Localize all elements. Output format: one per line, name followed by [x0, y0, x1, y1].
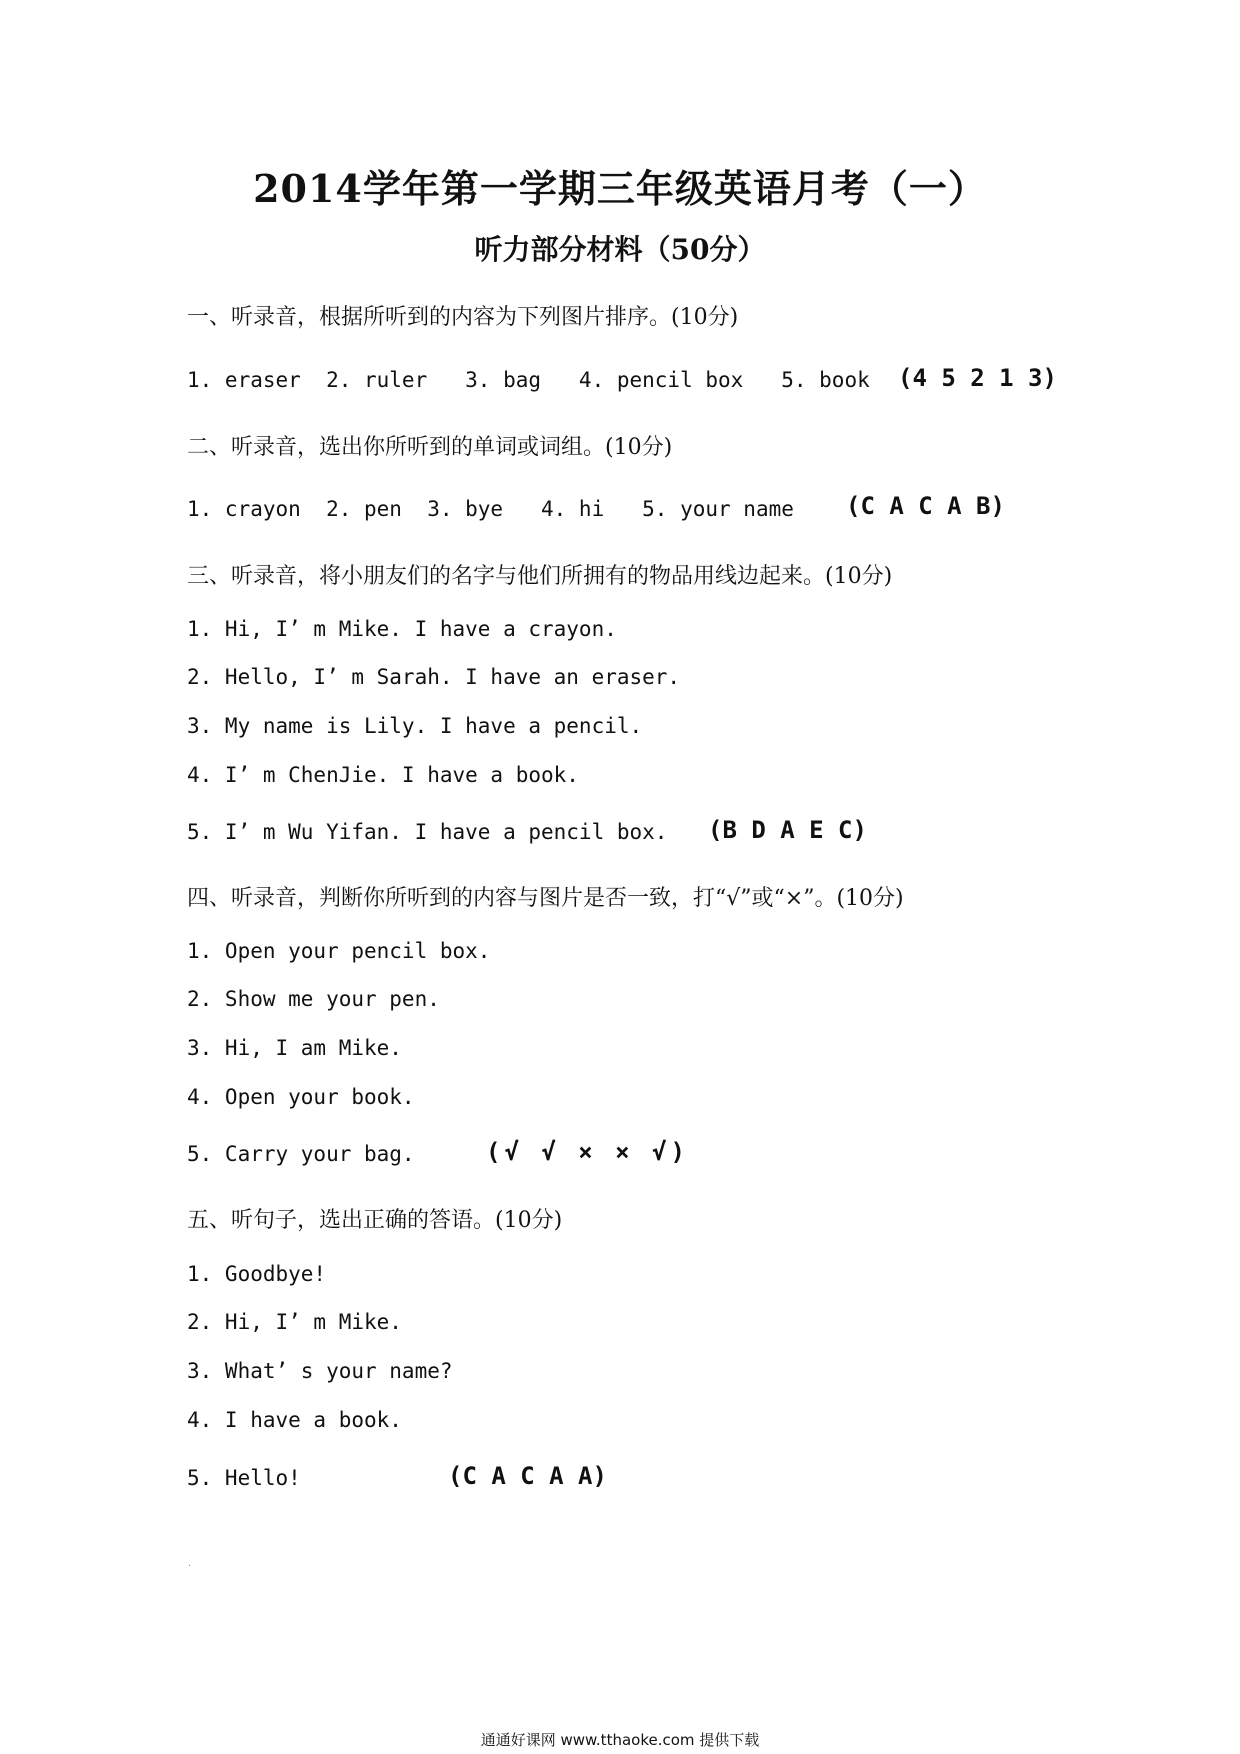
- section-5-item-5: 5. Hello!: [187, 1466, 301, 1490]
- section-5-item-2: 2. Hi, I’ m Mike.: [187, 1310, 402, 1334]
- section-4-item-3: 3. Hi, I am Mike.: [187, 1036, 402, 1060]
- section-3-answer: (B D A E C): [708, 816, 867, 844]
- section-4-item-1: 1. Open your pencil box.: [187, 939, 491, 963]
- section-2-heading: 二、听录音，选出你所听到的单词或词组。(10分): [187, 435, 673, 460]
- section-4-item-5: 5. Carry your bag.: [187, 1142, 415, 1166]
- footer-credit: 通通好课网 www.tthaoke.com 提供下载: [480, 1731, 760, 1749]
- section-5-item-4: 4. I have a book.: [187, 1408, 402, 1432]
- section-4-item-4: 4. Open your book.: [187, 1085, 415, 1109]
- stray-mark: .: [188, 1558, 192, 1569]
- section-5-heading: 五、听句子，选出正确的答语。(10分): [187, 1208, 563, 1233]
- section-1-heading: 一、听录音，根据所听到的内容为下列图片排序。(10分): [187, 305, 739, 330]
- section-1-item: 1. eraser 2. ruler 3. bag 4. pencil box 5. book: [187, 368, 870, 392]
- section-3-heading: 三、听录音，将小朋友们的名字与他们所拥有的物品用线边起来。(10分): [187, 564, 893, 589]
- section-5-item-3: 3. What’ s your name?: [187, 1359, 453, 1383]
- section-4-heading: 四、听录音，判断你所听到的内容与图片是否一致，打“√”或“×”。(10分): [187, 886, 904, 911]
- section-3-item-1: 1. Hi, I’ m Mike. I have a crayon.: [187, 617, 617, 641]
- section-2-answer: (C A C A B): [846, 492, 1005, 520]
- section-5-item-1: 1. Goodbye!: [187, 1262, 327, 1286]
- section-1-answer: (4 5 2 1 3): [898, 364, 1057, 392]
- section-4-item-2: 2. Show me your pen.: [187, 987, 440, 1011]
- section-4-answer: (√ √ × × √): [486, 1138, 689, 1166]
- section-3-item-3: 3. My name is Lily. I have a pencil.: [187, 714, 643, 738]
- page-subtitle: 听力部分材料（50分）: [474, 233, 766, 266]
- section-3-item-2: 2. Hello, I’ m Sarah. I have an eraser.: [187, 665, 681, 689]
- section-3-item-5: 5. I’ m Wu Yifan. I have a pencil box.: [187, 820, 668, 844]
- section-3-item-4: 4. I’ m ChenJie. I have a book.: [187, 763, 579, 787]
- section-5-answer: (C A C A A): [448, 1462, 607, 1490]
- section-2-item: 1. crayon 2. pen 3. bye 4. hi 5. your name: [187, 497, 794, 521]
- page-title: 2014学年第一学期三年级英语月考（一）: [253, 166, 987, 211]
